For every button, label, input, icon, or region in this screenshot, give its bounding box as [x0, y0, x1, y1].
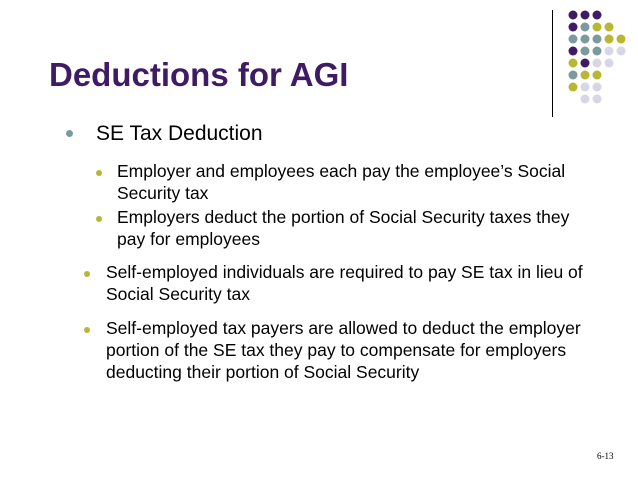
- dot: [593, 47, 602, 56]
- dot: [593, 59, 602, 68]
- decorative-dot-grid: [568, 10, 632, 106]
- bullet-item-level2: Self-employed individuals are required to pay SE tax in lieu of Social Security tax: [106, 262, 583, 304]
- dot: [569, 11, 578, 20]
- bullet-dot-icon: [96, 216, 102, 222]
- dot: [569, 71, 578, 80]
- dot: [581, 59, 590, 68]
- dot: [605, 23, 614, 32]
- dot: [581, 71, 590, 80]
- dot: [569, 83, 578, 92]
- dot: [581, 83, 590, 92]
- dot: [569, 59, 578, 68]
- dot: [593, 11, 602, 20]
- dot: [569, 35, 578, 44]
- bullet-item-level1: SE Tax Deduction: [96, 122, 263, 145]
- dot: [593, 71, 602, 80]
- page-number: 6-13: [597, 451, 614, 461]
- dot: [605, 35, 614, 44]
- dot: [605, 59, 614, 68]
- bullet-item-level2: Employer and employees each pay the employee’s Social Security tax: [117, 161, 566, 203]
- bullet-item-level2: Employers deduct the portion of Social Security taxes they pay for employees: [117, 207, 570, 249]
- slide-title: Deductions for AGI: [49, 56, 349, 93]
- dot: [581, 95, 590, 104]
- dot: [569, 47, 578, 56]
- bullet-item-level2: Self-employed tax payers are allowed to deduct the employer portion of the SE tax they pay to compensate for employers deducting their portion of Social Security: [106, 318, 581, 382]
- bullet-dot-icon: [66, 130, 73, 137]
- dot: [593, 35, 602, 44]
- dot: [569, 23, 578, 32]
- bullet-dot-icon: [84, 271, 90, 277]
- bullet-dot-icon: [96, 170, 102, 176]
- dot: [581, 11, 590, 20]
- divider-line: [552, 10, 553, 117]
- dot: [593, 83, 602, 92]
- dot: [617, 47, 626, 56]
- dot: [581, 23, 590, 32]
- dot: [617, 35, 626, 44]
- dot: [581, 47, 590, 56]
- bullet-dot-icon: [84, 327, 90, 333]
- dot: [581, 35, 590, 44]
- dot: [605, 47, 614, 56]
- dot: [593, 95, 602, 104]
- dot: [593, 23, 602, 32]
